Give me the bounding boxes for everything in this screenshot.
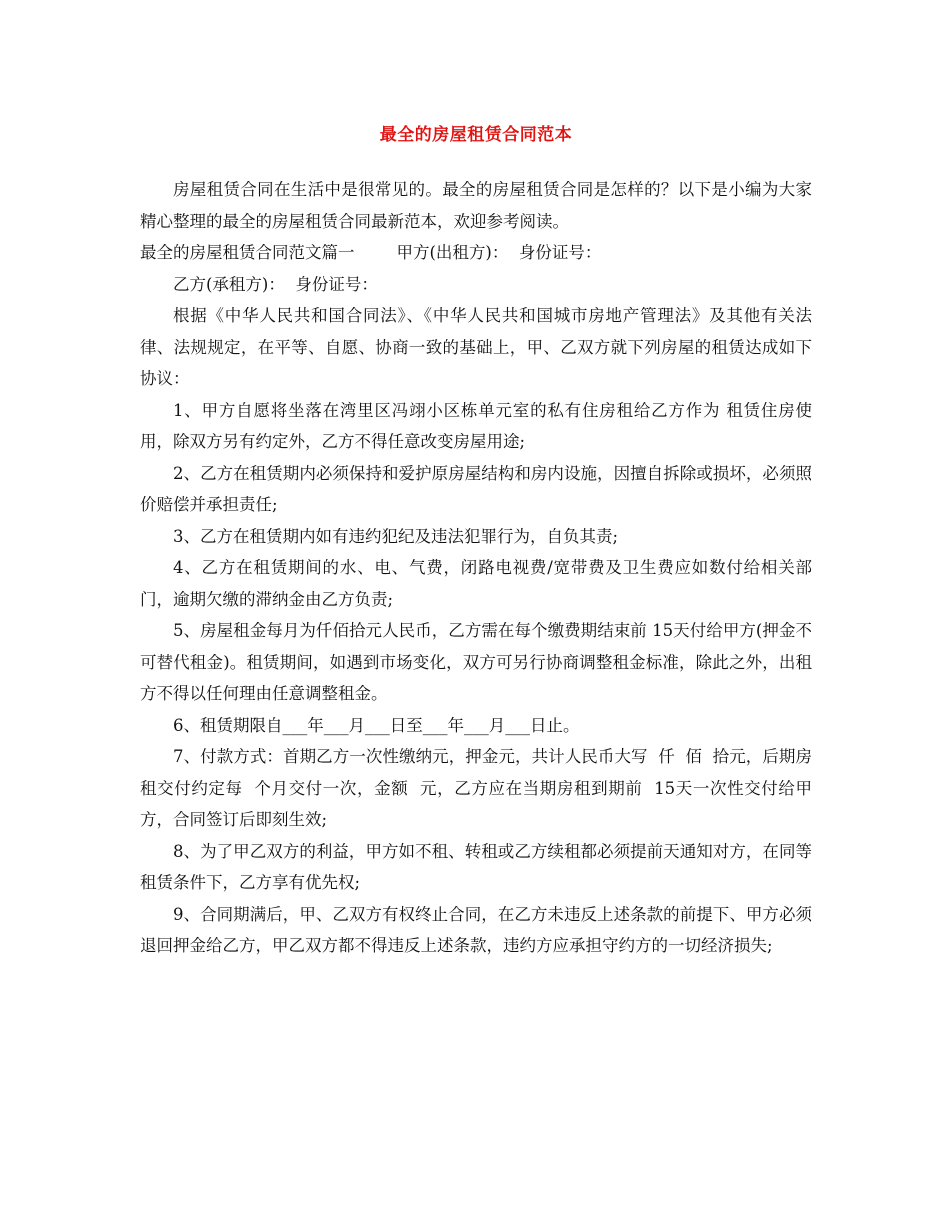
clause-9: 9、合同期满后，甲、乙双方有权终止合同，在乙方未违反上述条款的前提下、甲方必须退回押金给乙方，甲乙双方都不得违反上述条款，违约方应承担守约方的一切经济损失; — [140, 904, 812, 955]
clause-8: 8、为了甲乙双方的利益，甲方如不租、转租或乙方续租都必须提前天通知对方，在同等租赁条件下，乙方享有优先权; — [140, 841, 812, 892]
clause-3: 3、乙方在租赁期内如有违约犯纪及违法犯罪行为，自负其责; — [173, 526, 619, 546]
clause-2: 2、乙方在租赁期内必须保持和爱护原房屋结构和房内设施，因擅自拆除或损坏，必须照价赔偿并承担责任; — [140, 463, 812, 514]
clause-4: 4、乙方在租赁期间的水、电、气费，闭路电视费/宽带费及卫生费应如数付给相关部门，逾期欠缴的滞纳金由乙方负责; — [140, 558, 812, 609]
clause-1: 1、甲方自愿将坐落在湾里区冯翊小区栋单元室的私有住房租给乙方作为 租赁住房使用，除双方另有约定外，乙方不得任意改变房屋用途; — [140, 400, 812, 451]
document-page — [140, 118, 812, 962]
tenant-line: 乙方(承租方)： 身份证号： — [173, 274, 378, 294]
clause-7: 7、付款方式：首期乙方一次性缴纳元，押金元，共计人民币大写 仟 佰 拾元，后期房租交付约定每 个月交付一次，金额 元，乙方应在当期房租到期前 15天一次性交付给甲方，合同签订后即刻生效; — [140, 747, 812, 829]
clause-5: 5、房屋租金每月为仟佰拾元人民币，乙方需在每个缴费期结束前 15天付给甲方(押金不可替代租金)。租赁期间，如遇到市场变化，双方可另行协商调整租金标准，除此之外，出租方不得以任何理由任意调整租金。 — [140, 621, 812, 703]
intro-paragraph: 房屋租赁合同在生活中是很常见的。最全的房屋租赁合同是怎样的？以下是小编为大家精心整理的最全的房屋租赁合同最新范本，欢迎参考阅读。 — [140, 180, 812, 231]
document-title: 最全的房屋租赁合同范本 — [379, 125, 573, 145]
legal-basis-paragraph: 根据《中华人民共和国合同法》、《中华人民共和国城市房地产管理法》及其他有关法律、法规规定，在平等、自愿、协商一致的基础上，甲、乙双方就下列房屋的租赁达成如下协议： — [140, 306, 812, 388]
clause-6: 6、租赁期限自___年___月___日至___年___月___日止。 — [173, 715, 580, 735]
contract-heading-line: 最全的房屋租赁合同范文篇一 甲方(出租方)： 身份证号： — [140, 243, 602, 262]
